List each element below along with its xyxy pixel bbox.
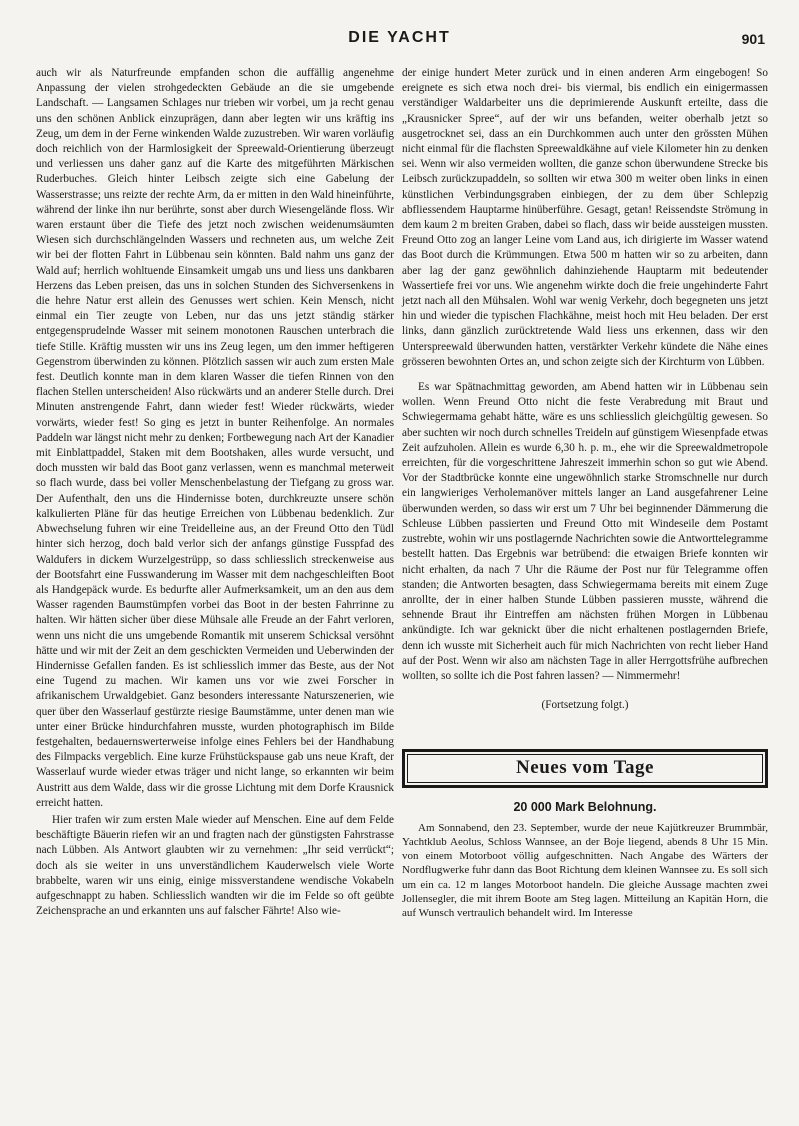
section-title: Neues vom Tage [407, 754, 763, 782]
left-paragraph-1: auch wir als Naturfreunde empfanden schon die auffällig angenehme Anpassung der vielen strohgedeckten Gebäude an die sie umgebende Landschaft. — Langsamen Schlages nur trieben wir vorbei, um ja recht genau uns den schönen Anblick einzuprägen, dann aber legten wir uns kräftig ins Zeug, um dem in der Ferne winkenden Walde zuzustreben. Wir waren vorläufig doch reichlich von der Harmlosigkeit der Spreewald-Orientierung überzeugt und verliessen uns daher ganz auf die Karte des mitgeführten Märkischen Ruderbuches. Gleich hinter Leibsch zeigte sich eine Gabelung der Wasserstrasse; uns reizte der rechte Arm, da er mitten in den Wald hineinführte, während der linke ihn nur berührte, sonst aber durch Wiesengelände floss. Wir waren erstaunt über die Tiefe des jetzt noch zwischen weidenumsäumten Wiesen sich durchschlängelnden Wassers und rechneten aus, um welche Zeit wir bei der flotten Fahrt in Lübbenau sein könnten. Bald nahm uns ganz der Wald auf; herrlich wohltuende Einsamkeit umgab uns und liess uns dankbaren Herzens das Leben preisen, das uns in solchen Stunden des Sichversenkens in die hehre Natur erst allein des Genusses wert schien. Kein Mensch, nicht einmal ein Tier zeugte von Leben, nur das uns jetzt ständig stärker entgegensprudelnde Wasser mit seinem monotonen Rauschen unterbrach die tiefe Stille. Kräftig mussten wir uns ins Zeug legen, um den immer heftigeren Gegenstrom überwinden zu können. Plötzlich sassen wir auch zum ersten Male fest. Deutlich konnte man in dem klaren Wasser die tiefen Rinnen von den flachen Stellen unterscheiden! Also rückwärts und an anderer Stelle durch. Drei Minuten anstrengende Fahrt, dann wieder fest! Wieder rückwärts, wieder vorwärts, wieder fest! So ging es jetzt in bunter Reihenfolge. An normales Paddeln war längst nicht mehr zu denken; Fortbewegung nach Art der Kanadier mit Einblattpaddel, Staken mit dem Bootshaken, alles wurde versucht, und doch mussten wir bald das Boot ganz verlassen, wenn es manchmal meterweit so flach wurde, dass bei voller Menschenbelastung der Tiefgang zu gross war. Der Aufenthalt, den uns die Hindernisse boten, durchkreuzte unsere schön kalkulierten Pläne für das heutige Erreichen von Lübbenau bedenklich. Zur Abwechselung fuhren wir eine Treidelleine aus, an der Freund Otto den Tüdl hinter sich herzog, doch bald verlor sich der anfangs günstige Fusspfad des Waldufers in dickem Wurzelgestrüpp, so dass schliesslich streckenweise aus der Bootsfahrt eine Fusswanderung im Wasser mit dem nachgeschleiften Boot als Handgepäck wurde. Es bedurfte aller Aufmerksamkeit, um an den aus dem Wasser ragenden Baumstümpfen vorbei das Boot in der besten Fahrrinne zu halten. Wir hätten sicher über diese Mühsale alle Freude an der Fahrt verloren, wenn uns nicht die uns umgebende Romantik mit unserem Schicksal versöhnt hätte und wir mit der Zeit an dem geschickten Vermeiden und Ueberwinden der Hindernisse Gefallen fanden. Es ist schliesslich immer das Beste, aus der Not eine Tugend zu machen. Wir kamen uns vor wie zwei Forscher in afrikanischem Urwaldgebiet. Ganz besonders interessante Naturszenerien, wie quer über den Wasserlauf gestürzte riesige Baumstämme, unter denen man wie unter einer Brücke hindurchfahren musste, wurden photographisch im Bilde festgehalten, bedauernswerterweise infolge eines Fehlers bei der Handhabung des Filmpacks vergeblich. Eine kurze Frühstückspause gab uns neue Kraft, der Wasserlauf wurde wieder etwas träger und nicht lange, so erkannten wir beim Austritt aus dem Walde, dass wir die grosse Lichtung mit dem Dorfe Krausnick erreicht hatten. [36, 67, 394, 809]
news-headline: 20 000 Mark Belohnung. [513, 799, 657, 814]
left-paragraph-2: Hier trafen wir zum ersten Male wieder auf Menschen. Eine auf dem Felde beschäftigte Bäuerin riefen wir an und fragten nach der günstigsten Fahrstrasse nach Lübben. Als Antwort glaubten wir zu vernehmen: „Ihr seid verrückt“; doch als sie weiter in uns unverständlichem Kauderwelsch viele Worte brabbelte, waren wir uns einig, einige missverstandene wendische Vokabeln aufgeschnappt zu haben. Schliesslich wandten wir die im Felde so oft geübte Zeichensprache an und erkannten uns auf falscher Fährte! Also wie- [36, 813, 394, 918]
section-box [402, 749, 768, 787]
right-paragraph-1: der einige hundert Meter zurück und in einen anderen Arm eingebogen! So ereignete es sich etwa noch drei- bis viermal, bis endlich ein einigermassen verständiger Waldarbeiter uns die deprimierende Auskunft erteilte, dass die „Krausnicker Spree“, auf der wir uns befanden, weiter oberhalb jetzt so ausgetrocknet sei, dass an ein Durchkommen auch unter den grössten Mühen nicht einmal für die flachsten Spreewaldkähne auf viele Kilometer hin zu denken sei. Wenn wir also vermeiden wollten, die ganze schon überwundene Strecke bis Leibsch zurückzupaddeln, so sollten wir etwa 300 m weiter oben links in einen künstlichen Verbindungsgraben einbiegen, der zu dem über Schlepzig abfliessendem Hauptarme hinüberführe. Gesagt, getan! Reissendste Strömung in dem kaum 2 m breiten Graben, dabei so flach, dass wir beide aussteigen mussten. Freund Otto zog an langer Leine vom Land aus, ich dirigierte im Wasser watend das Boot durch die Krümmungen. Etwa 500 m hatten wir so zu arbeiten, dann aber lag der ganz gewöhnlich dahinziehende Hauptarm mit bedeutender Wassertiefe frei vor uns. Wie angenehm wirkte doch die freie ungehinderte Fahrt jetzt nach all den Mühsalen. Wohl war wenig Verkehr, doch begegneten uns jetzt hin und wieder die typischen Flachkähne, meist hoch mit Heu beladen. Der erst links, dann gänzlich zurücktretende Wald liess uns erkennen, dass wir den Unterspreewald überwunden hatten, verstärkter Verkehr kündete die Nähe eines grösseren bewohnten Ortes an, und schon zeigte sich der Kirchturm von Lübben. [402, 67, 768, 368]
paragraph-gap [402, 370, 768, 380]
news-paragraph: Am Sonnabend, den 23. September, wurde der neue Kajütkreuzer Brummbär, Yachtklub Aeolus, Schloss Wannsee, an der Boje liegend, abends 8 Uhr 15 Min. von einem Motorboot völlig aufgeschnitten. Nach Angabe des Wärters der Nordflugwerke fuhr dann das Boot Richtung dem kleinen Wannsee zu. Es soll sich um ein ca. 12 m langes Motorboot handeln. Die gleiche Aussage machten zwei Jollensegler, die mit ihrem Boote am Steg lagen. Mitteilung an Kapitän Horn, die auf Wunsch vertraulich behandelt wird. Im Interesse [402, 821, 768, 919]
right-column [402, 66, 768, 920]
page-number: 901 [741, 31, 765, 47]
left-column [36, 66, 394, 919]
continuation-note: (Fortsetzung folgt.) [541, 699, 629, 712]
right-paragraph-2: Es war Spätnachmittag geworden, am Abend hatten wir in Lübbenau sein wollen. Wenn Freund Otto nicht die feste Verabredung mit Braut und Schwiegermama gehabt hätte, wäre es uns schliesslich gleichgültig gewesen. So aber suchten wir noch durch schnelles Treideln auf günstigem Wiesenpfade etwas Zeit aufzuholen. Allein es wurde 6,30 h. p. m., ehe wir die Spreewaldmetropole erreichten, für die vorgeschrittene Jahreszeit immerhin schon so gut wie Abend. Vor der Stadtbrücke konnte eine ungewöhnlich starke Stromschnelle nur durch ein langwieriges Verholemanöver mittels langer an Land ausgefahrener Leine überwunden werden, so dass wir erst um 7 Uhr bei beginnender Dämmerung die Schleuse Lübben passierten und Freund Otto mit Windeseile dem Postamt zustrebte, wohin wir uns postlagernde Nachrichten sowie die Antworttelegramme bestellt hatten. Das Ergebnis war betrübend: die etwaigen Briefe konnten wir nicht erhalten, da nach 7 Uhr die Räume der Post nur für Telegramme offen standen; die Antworten besagten, dass Schwiegermama bereits mit einem Zuge anrollte, der in einer halben Stunde Lübben passieren musste, während die sehnende Braut ihr Eintreffen am nächsten frühen Morgen in Lübbenau ankündigte. Ich war geknickt über die nicht erhaltenen postlagernden Briefe, denn ich wusste mit Sicherheit auch für mich Nachrichten von recht lieber Hand auf der Post. Wenn wir also am nächsten Tage in aller Herrgottsfrühe aufbrechen wollten, so sollte ich die Post fahren lassen? — Nimmermehr! [402, 381, 768, 682]
running-title: DIE YACHT [348, 29, 451, 46]
